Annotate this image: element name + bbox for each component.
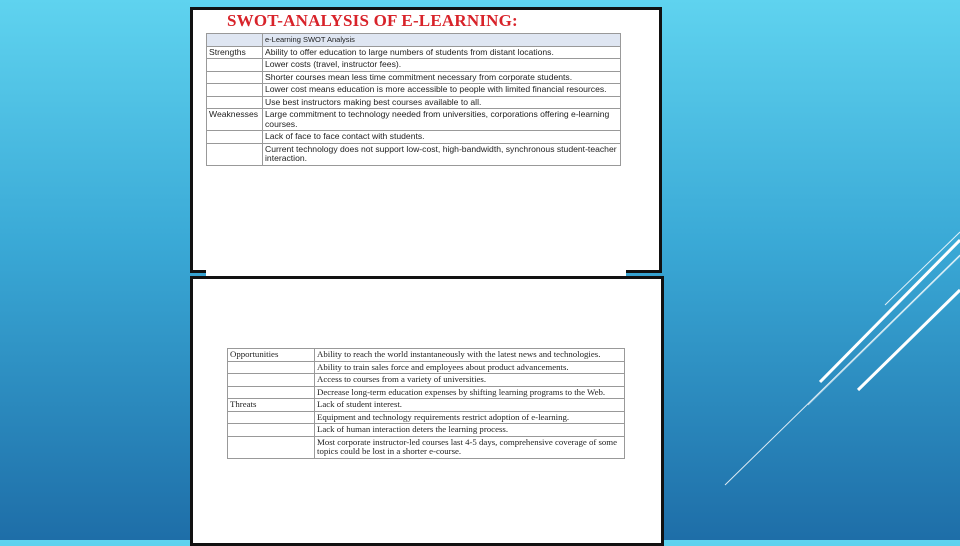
category-cell: Strengths (207, 46, 263, 59)
table-row (228, 349, 625, 362)
table-row (228, 399, 625, 412)
item-cell: Lack of human interaction deters the learning process. (315, 424, 625, 437)
category-cell (207, 143, 263, 165)
swot-table-strengths-weaknesses (206, 33, 621, 166)
category-cell: Weaknesses (207, 109, 263, 131)
category-cell (228, 361, 315, 374)
category-cell (228, 386, 315, 399)
item-cell: Use best instructors making best courses available to all. (263, 96, 621, 109)
category-cell (228, 436, 315, 458)
item-cell: Large commitment to technology needed from universities, corporations offering e-learning courses. (263, 109, 621, 131)
item-cell: Most corporate instructor-led courses last 4-5 days, comprehensive coverage of some topics could be lost in a shorter e-course. (315, 436, 625, 458)
table-row (207, 46, 621, 59)
table-row (228, 386, 625, 399)
category-cell (207, 84, 263, 97)
table-row (207, 96, 621, 109)
category-cell (228, 411, 315, 424)
item-cell: Current technology does not support low-cost, high-bandwidth, synchronous student-teacher interaction. (263, 143, 621, 165)
table-row (207, 71, 621, 84)
category-cell (207, 96, 263, 109)
category-cell: Opportunities (228, 349, 315, 362)
slide-title: SWOT-ANALYSIS OF E-LEARNING: (227, 11, 518, 30)
table-row (207, 84, 621, 97)
table-row (207, 109, 621, 131)
table-row (207, 59, 621, 72)
category-cell (207, 71, 263, 84)
table-row (228, 436, 625, 458)
table-header-empty (207, 34, 263, 47)
category-cell (228, 424, 315, 437)
table-row (228, 424, 625, 437)
item-cell: Lack of face to face contact with students. (263, 131, 621, 144)
image-crop-mask (206, 220, 626, 276)
category-cell (207, 59, 263, 72)
table-row (228, 374, 625, 387)
item-cell: Shorter courses mean less time commitment necessary from corporate students. (263, 71, 621, 84)
item-cell: Lack of student interest. (315, 399, 625, 412)
swot-image-top (190, 7, 662, 273)
item-cell: Lower cost means education is more accessible to people with limited financial resources. (263, 84, 621, 97)
item-cell: Ability to train sales force and employees about product advancements. (315, 361, 625, 374)
item-cell: Ability to reach the world instantaneously with the latest news and technologies. (315, 349, 625, 362)
item-cell: Access to courses from a variety of universities. (315, 374, 625, 387)
category-cell: Threats (228, 399, 315, 412)
item-cell: Ability to offer education to large numbers of students from distant locations. (263, 46, 621, 59)
table-row (207, 131, 621, 144)
item-cell: Lower costs (travel, instructor fees). (263, 59, 621, 72)
category-cell (228, 374, 315, 387)
table-header-label: e-Learning SWOT Analysis (263, 34, 621, 47)
category-cell (207, 131, 263, 144)
swot-image-bottom (190, 276, 664, 546)
item-cell: Decrease long-term education expenses by shifting learning programs to the Web. (315, 386, 625, 399)
table-header-row (207, 34, 621, 47)
table-row (228, 411, 625, 424)
table-row (228, 361, 625, 374)
table-row (207, 143, 621, 165)
item-cell: Equipment and technology requirements restrict adoption of e-learning. (315, 411, 625, 424)
swot-table-opportunities-threats (227, 348, 625, 459)
